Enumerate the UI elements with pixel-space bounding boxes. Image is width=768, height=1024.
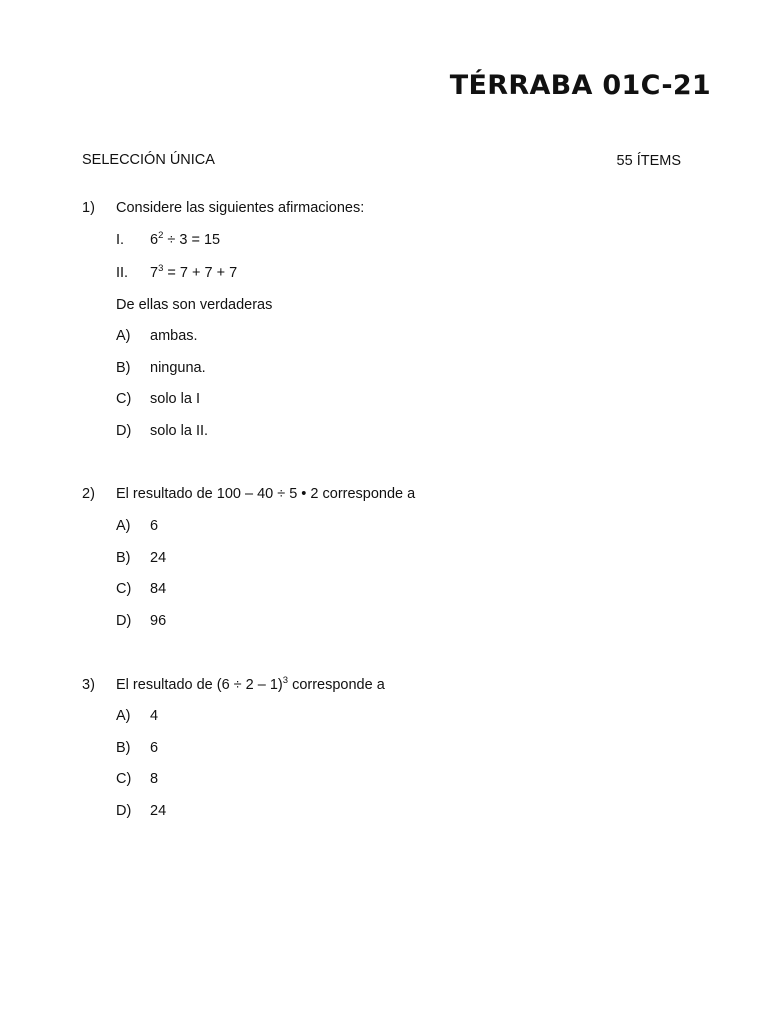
option-letter: A) bbox=[116, 518, 131, 534]
section-label: SELECCIÓN ÚNICA bbox=[82, 152, 215, 168]
option-text: 4 bbox=[150, 708, 159, 724]
document-title: TÉRRABA 01C-21 bbox=[449, 70, 711, 101]
option-letter: C) bbox=[116, 391, 132, 407]
option-letter: B) bbox=[116, 360, 131, 376]
option-text: ambas. bbox=[150, 328, 198, 344]
option-text: 84 bbox=[150, 581, 167, 597]
option-text: solo la II. bbox=[150, 423, 209, 439]
option-text: 96 bbox=[150, 613, 167, 629]
option-letter: A) bbox=[116, 708, 131, 724]
question-prompt: El resultado de 100 – 40 ÷ 5 • 2 corresponde a bbox=[116, 486, 416, 502]
statement-label: II. bbox=[116, 265, 129, 281]
option-letter: C) bbox=[116, 771, 132, 787]
question-number: 3) bbox=[82, 677, 95, 693]
option-text: solo la I bbox=[150, 391, 200, 407]
option-letter: D) bbox=[116, 803, 132, 819]
option-text: 6 bbox=[150, 740, 159, 756]
option-text: 8 bbox=[150, 771, 159, 787]
statement-text: $6^2 \div 3 = 15$ bbox=[150, 230, 221, 248]
question-prompt: El resultado de $(6 \div 2 - 1)^3$ corresponde a bbox=[116, 675, 385, 693]
option-letter: D) bbox=[116, 423, 132, 439]
option-text: ninguna. bbox=[150, 360, 206, 376]
option-letter: D) bbox=[116, 613, 132, 629]
statement-label: I. bbox=[116, 232, 125, 248]
option-letter: A) bbox=[116, 328, 131, 344]
option-letter: B) bbox=[116, 550, 131, 566]
question-number: 2) bbox=[82, 486, 95, 502]
option-text: 24 bbox=[150, 803, 167, 819]
option-text: 6 bbox=[150, 518, 159, 534]
option-letter: B) bbox=[116, 740, 131, 756]
question-number: 1) bbox=[82, 200, 95, 216]
question-prompt: Considere las siguientes afirmaciones: bbox=[116, 200, 365, 216]
item-count: 55 ÍTEMS bbox=[616, 153, 681, 169]
option-text: 24 bbox=[150, 550, 167, 566]
option-letter: C) bbox=[116, 581, 132, 597]
question-subprompt: De ellas son verdaderas bbox=[116, 297, 273, 313]
statement-text: $7^3 = 7 + 7 + 7$ bbox=[150, 263, 238, 281]
